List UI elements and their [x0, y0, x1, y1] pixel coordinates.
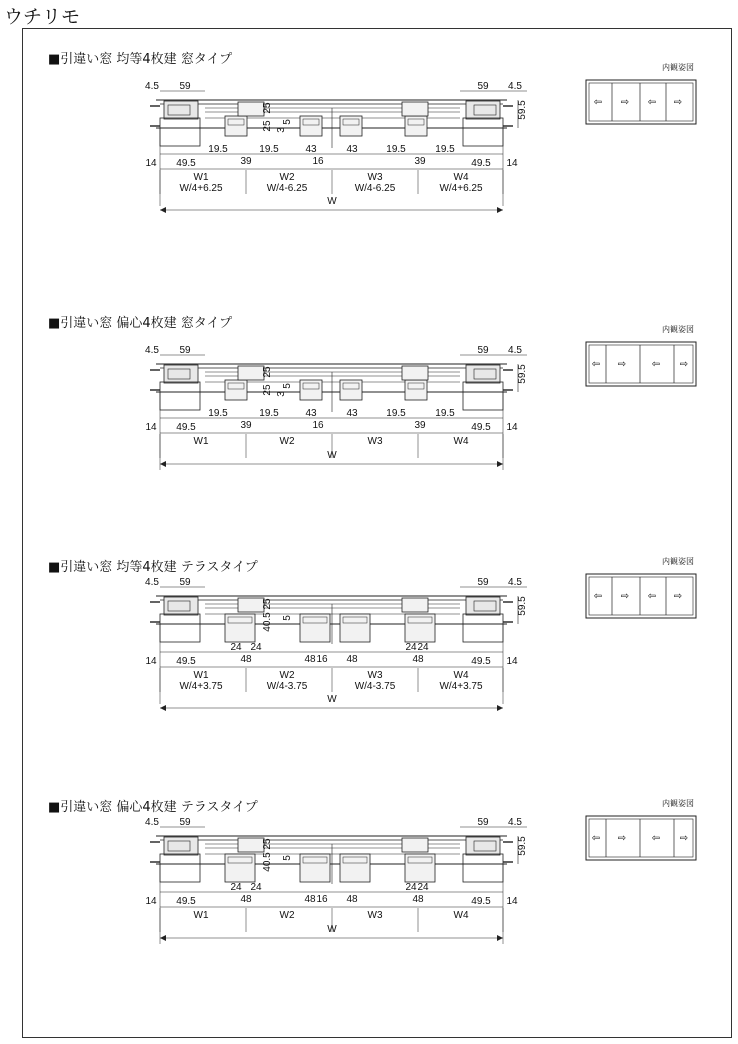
- bottom-dim-label: 14: [506, 656, 518, 667]
- side-dim-label: 59.5: [517, 100, 528, 120]
- sash-profile: [300, 614, 330, 642]
- slide-arrow-icon: ⇨: [617, 359, 627, 370]
- vertical-dim-label: 3: [276, 127, 287, 133]
- side-dim-label: 59.5: [517, 836, 528, 856]
- arrow-head-right: [497, 935, 503, 941]
- dim-label: 4.5: [145, 817, 159, 828]
- inner-dim-label: 48: [304, 894, 316, 905]
- inner-dim-label: 48: [240, 654, 252, 665]
- page-title: ウチリモ: [4, 6, 81, 28]
- dim-label: 59: [179, 577, 191, 588]
- dim-label: 4.5: [145, 577, 159, 588]
- panel-label: W4: [453, 910, 469, 921]
- slide-arrow-icon: ⇦: [593, 591, 603, 602]
- elevation-inner: [589, 345, 693, 383]
- total-width-label: W: [327, 450, 337, 461]
- inner-dim-label: 48: [240, 894, 252, 905]
- inner-dim-label: 39: [240, 156, 252, 167]
- slide-arrow-icon: ⇦: [647, 97, 657, 108]
- section-1: [145, 81, 528, 213]
- dim-label: 4.5: [145, 81, 159, 92]
- bottom-dim-label: 49.5: [471, 896, 491, 907]
- section-3: [145, 577, 528, 711]
- total-width-label: W: [327, 924, 337, 935]
- arrow-head-right: [497, 705, 503, 711]
- inner-dim-label: 19.5: [435, 144, 455, 155]
- panel-label: W1: [193, 670, 209, 681]
- panel-label: W2: [279, 910, 295, 921]
- panel-formula-label: W/4+3.75: [179, 681, 223, 692]
- panel-formula-label: W/4-3.75: [354, 681, 396, 692]
- view-label-3: 内観姿図: [662, 557, 694, 566]
- dim-label: 59: [179, 817, 191, 828]
- inner-dim-label: 19.5: [208, 408, 228, 419]
- inner-dim-label: 48: [304, 654, 316, 665]
- slide-arrow-icon: ⇨: [617, 833, 627, 844]
- sash-profile: [225, 614, 255, 642]
- panel-label: W2: [279, 172, 295, 183]
- dim-label: 59: [477, 81, 489, 92]
- section-title-3: ■引違い窓 均等4枚建 テラスタイプ: [48, 560, 258, 575]
- inner-dim-label: 16: [316, 894, 328, 905]
- right-jamb: [466, 365, 500, 383]
- right-jamb-lower: [463, 854, 503, 882]
- arrow-head-left: [160, 207, 166, 213]
- bottom-dim-label: 14: [145, 158, 157, 169]
- vertical-dim-label: 25: [262, 120, 273, 132]
- inner-dim-label: 16: [312, 420, 324, 431]
- right-jamb-lower: [463, 118, 503, 146]
- inner-dim-label: 19.5: [208, 144, 228, 155]
- bottom-dim-label: 14: [145, 656, 157, 667]
- slide-arrow-icon: ⇦: [651, 359, 661, 370]
- bottom-dim-label: 49.5: [471, 422, 491, 433]
- panel-label: W1: [193, 172, 209, 183]
- side-dim-label: 59.5: [517, 596, 528, 616]
- upper-sash-right: [402, 102, 428, 116]
- bottom-dim-label: 14: [145, 896, 157, 907]
- section-title-2: ■引違い窓 偏心4枚建 窓タイプ: [48, 316, 233, 331]
- slide-arrow-icon: ⇨: [673, 97, 683, 108]
- dim-label: 59: [477, 345, 489, 356]
- sash-profile: [340, 854, 370, 882]
- bottom-dim-label: 49.5: [176, 656, 196, 667]
- panel-formula-label: W/4-3.75: [266, 681, 308, 692]
- dim-label: 4.5: [508, 817, 522, 828]
- inner-dim-label: 48: [412, 654, 424, 665]
- panel-label: W3: [367, 436, 383, 447]
- inner-dim-label: 39: [414, 420, 426, 431]
- left-jamb-lower: [160, 382, 200, 410]
- total-width-label: W: [327, 694, 337, 705]
- elevation-thumbnail-2: [586, 342, 696, 386]
- inner-dim-label: 39: [414, 156, 426, 167]
- vertical-dim-label: 40.5: [262, 852, 273, 872]
- left-jamb-lower: [160, 614, 200, 642]
- inner-dim-label: 48: [346, 654, 358, 665]
- upper-sash-left: [238, 366, 264, 380]
- view-label-2: 内観姿図: [662, 325, 694, 334]
- sash-profile: [300, 854, 330, 882]
- inner-dim-label: 19.5: [386, 144, 406, 155]
- slide-arrow-icon: ⇦: [591, 359, 601, 370]
- arrow-head-left: [160, 935, 166, 941]
- arrow-head-left: [160, 461, 166, 467]
- inner-dim-label: 24: [417, 882, 429, 893]
- vertical-dim-label: 3: [276, 391, 287, 397]
- dim-label: 4.5: [508, 81, 522, 92]
- bottom-dim-label: 14: [506, 422, 518, 433]
- left-jamb-lower: [160, 118, 200, 146]
- slide-arrow-icon: ⇨: [673, 591, 683, 602]
- panel-label: W4: [453, 172, 469, 183]
- left-jamb: [164, 597, 198, 615]
- inner-dim-label: 43: [305, 408, 317, 419]
- bottom-dim-label: 14: [145, 422, 157, 433]
- panel-label: W1: [193, 436, 209, 447]
- inner-dim-label: 24: [250, 882, 262, 893]
- left-jamb: [164, 101, 198, 119]
- slide-arrow-icon: ⇦: [593, 97, 603, 108]
- panel-label: W2: [279, 436, 295, 447]
- inner-dim-label: 19.5: [259, 408, 279, 419]
- inner-dim-label: 48: [412, 894, 424, 905]
- vertical-dim-label: 5: [282, 615, 293, 621]
- slide-arrow-icon: ⇦: [647, 591, 657, 602]
- elevation-thumbnail-1: [586, 80, 696, 124]
- panel-label: W1: [193, 910, 209, 921]
- vertical-dim-label: 40.5: [262, 612, 273, 632]
- inner-dim-label: 16: [316, 654, 328, 665]
- inner-dim-label: 24: [405, 882, 417, 893]
- slide-arrow-icon: ⇨: [620, 591, 630, 602]
- slide-arrow-icon: ⇨: [679, 833, 689, 844]
- sash-profile: [340, 614, 370, 642]
- vertical-dim-label: 25: [262, 102, 273, 114]
- section-2: [145, 345, 528, 470]
- vertical-dim-label: 25: [262, 366, 273, 378]
- arrow-head-right: [497, 207, 503, 213]
- side-dim-label: 59.5: [517, 364, 528, 384]
- left-jamb-lower: [160, 854, 200, 882]
- upper-sash-right: [402, 598, 428, 612]
- right-jamb: [466, 597, 500, 615]
- right-jamb-lower: [463, 382, 503, 410]
- vertical-dim-label: 25: [262, 838, 273, 850]
- dim-label: 4.5: [508, 577, 522, 588]
- panel-label: W3: [367, 670, 383, 681]
- bottom-dim-label: 49.5: [176, 896, 196, 907]
- section-title-4: ■引違い窓 偏心4枚建 テラスタイプ: [48, 800, 258, 815]
- sash-profile: [225, 854, 255, 882]
- dim-label: 4.5: [145, 345, 159, 356]
- inner-dim-label: 24: [250, 642, 262, 653]
- inner-dim-label: 24: [405, 642, 417, 653]
- bottom-dim-label: 49.5: [471, 656, 491, 667]
- slide-arrow-icon: ⇦: [651, 833, 661, 844]
- slide-arrow-icon: ⇦: [591, 833, 601, 844]
- inner-dim-label: 43: [346, 408, 358, 419]
- panel-label: W4: [453, 670, 469, 681]
- panel-formula-label: W/4+6.25: [439, 183, 483, 194]
- slide-arrow-icon: ⇨: [620, 97, 630, 108]
- bottom-dim-label: 49.5: [176, 422, 196, 433]
- inner-dim-label: 24: [230, 642, 242, 653]
- panel-formula-label: W/4+3.75: [439, 681, 483, 692]
- inner-dim-label: 19.5: [386, 408, 406, 419]
- elevation-thumbnail-4: [586, 816, 696, 860]
- dim-label: 4.5: [508, 345, 522, 356]
- upper-sash-left: [238, 102, 264, 116]
- panel-formula-label: W/4-6.25: [354, 183, 396, 194]
- bottom-dim-label: 14: [506, 158, 518, 169]
- inner-dim-label: 39: [240, 420, 252, 431]
- panel-formula-label: W/4-6.25: [266, 183, 308, 194]
- slide-arrow-icon: ⇨: [679, 359, 689, 370]
- vertical-dim-label: 5: [282, 855, 293, 861]
- dim-label: 59: [477, 817, 489, 828]
- dim-label: 59: [179, 81, 191, 92]
- bottom-dim-label: 49.5: [176, 158, 196, 169]
- sash-profile: [405, 614, 435, 642]
- upper-sash-right: [402, 366, 428, 380]
- inner-dim-label: 19.5: [435, 408, 455, 419]
- view-label-1: 内観姿図: [662, 63, 694, 72]
- vertical-dim-label: 25: [262, 598, 273, 610]
- vertical-dim-label: 5: [282, 119, 293, 125]
- vertical-dim-label: 25: [262, 384, 273, 396]
- right-jamb-lower: [463, 614, 503, 642]
- dim-label: 59: [179, 345, 191, 356]
- inner-dim-label: 19.5: [259, 144, 279, 155]
- elevation-thumbnail-3: [586, 574, 696, 618]
- right-jamb: [466, 101, 500, 119]
- inner-dim-label: 43: [346, 144, 358, 155]
- sash-profile: [405, 854, 435, 882]
- inner-dim-label: 16: [312, 156, 324, 167]
- bottom-dim-label: 49.5: [471, 158, 491, 169]
- left-jamb: [164, 365, 198, 383]
- section-4: [145, 817, 528, 944]
- bottom-dim-label: 14: [506, 896, 518, 907]
- panel-formula-label: W/4+6.25: [179, 183, 223, 194]
- arrow-head-left: [160, 705, 166, 711]
- inner-dim-label: 24: [417, 642, 429, 653]
- right-jamb: [466, 837, 500, 855]
- panel-label: W2: [279, 670, 295, 681]
- total-width-label: W: [327, 196, 337, 207]
- panel-label: W4: [453, 436, 469, 447]
- section-title-1: ■引違い窓 均等4枚建 窓タイプ: [48, 52, 233, 67]
- inner-dim-label: 48: [346, 894, 358, 905]
- vertical-dim-label: 5: [282, 383, 293, 389]
- dim-label: 59: [477, 577, 489, 588]
- inner-dim-label: 24: [230, 882, 242, 893]
- view-label-4: 内観姿図: [662, 799, 694, 808]
- elevation-inner: [589, 819, 693, 857]
- arrow-head-right: [497, 461, 503, 467]
- upper-sash-left: [238, 598, 264, 612]
- inner-dim-label: 43: [305, 144, 317, 155]
- left-jamb: [164, 837, 198, 855]
- upper-sash-left: [238, 838, 264, 852]
- panel-label: W3: [367, 910, 383, 921]
- panel-label: W3: [367, 172, 383, 183]
- upper-sash-right: [402, 838, 428, 852]
